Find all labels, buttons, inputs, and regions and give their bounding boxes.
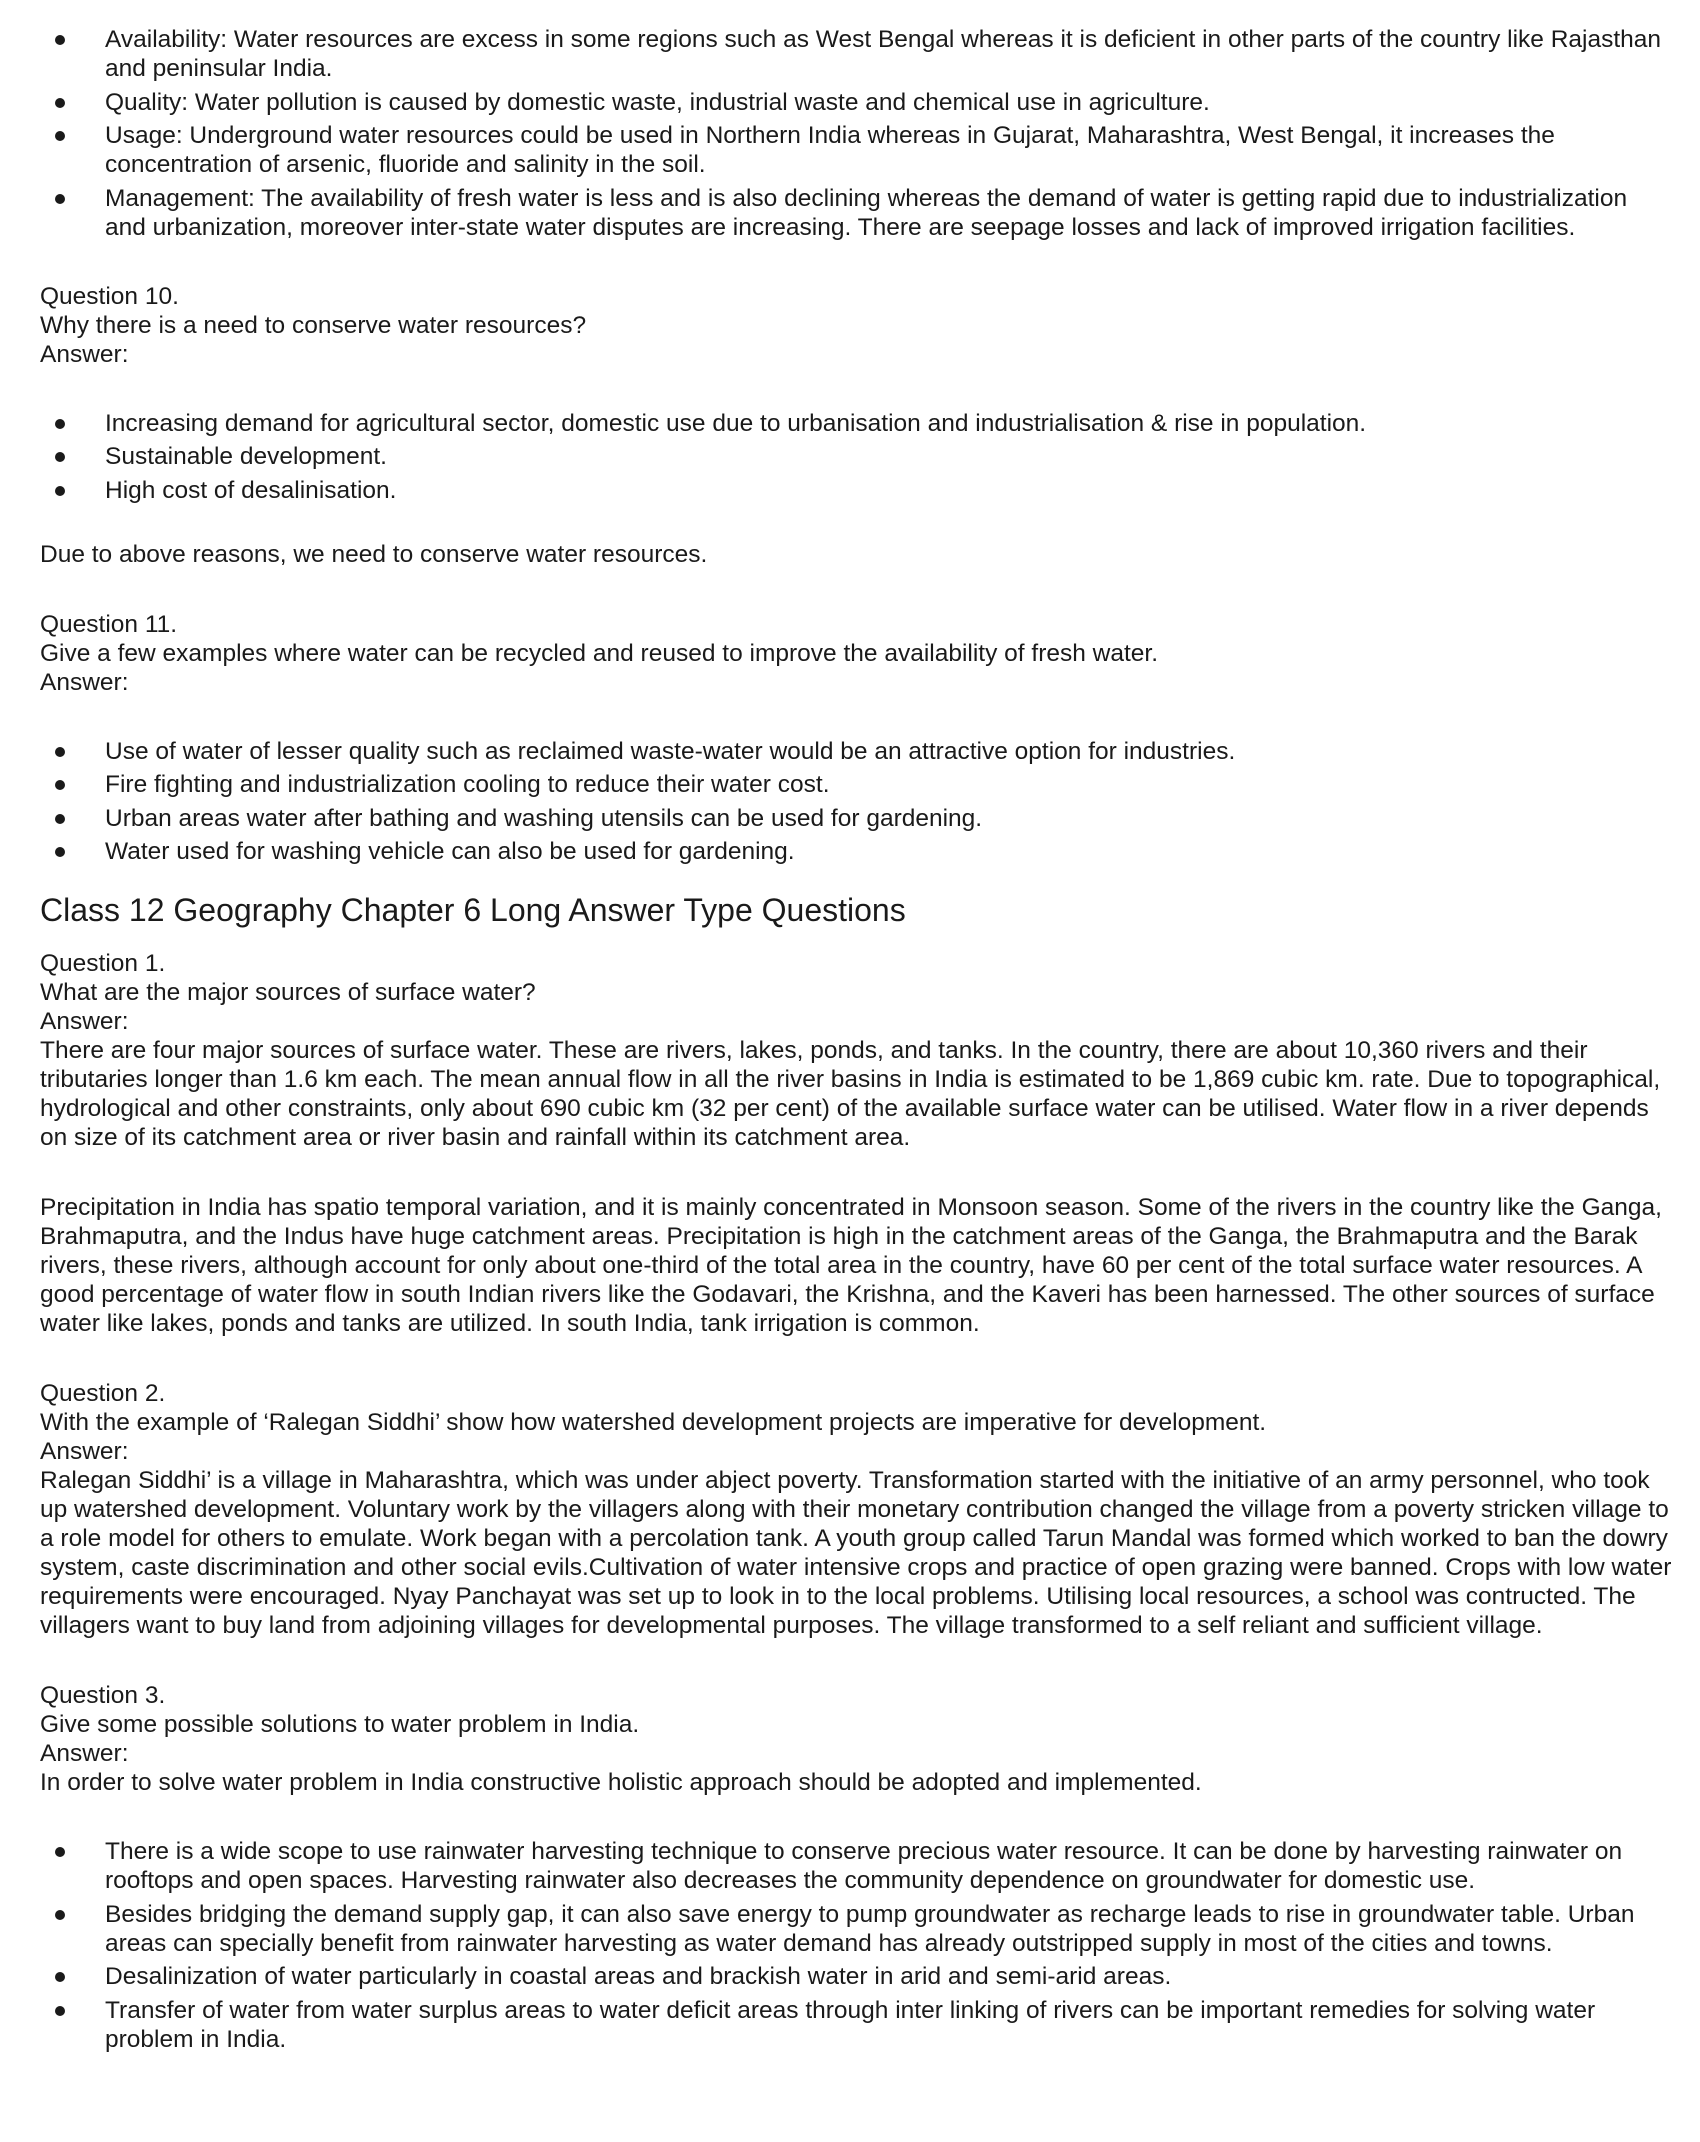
question-label: Question 2. — [40, 1380, 166, 1407]
question-11-block — [40, 610, 1672, 867]
answer-label: Answer: — [40, 1438, 129, 1465]
long-question-1-block — [40, 949, 1672, 1338]
list-item: Use of water of lesser quality such as reclaimed waste-water would be an attractive option for industries. — [40, 737, 1672, 766]
question-10-block — [40, 282, 1672, 569]
question-label: Question 10. — [40, 282, 179, 310]
answer-paragraph: Precipitation in India has spatio temporal variation, and it is mainly concentrated in Monsoon season. Some of the rivers in the country like the Ganga, Brahmaputra, and the Indus have huge catchment areas. Precipitation is high in the catchment areas of the Ganga, the Brahmaputra and the Barak rivers, these rivers, although account for only about one-third of the total area in the country, have 60 per cent of the total surface water resources. A good percentage of water flow in south Indian rivers like the Godavari, the Krishna, and the Kaveri has been harnessed. The other sources of surface water like lakes, ponds and tanks are utilized. In south India, tank irrigation is common. — [40, 1194, 1662, 1337]
answer-bullet-list — [40, 1837, 1672, 2054]
answer-label: Answer: — [40, 1008, 129, 1035]
answer-label: Answer: — [40, 668, 129, 696]
question-text: Why there is a need to conserve water resources? — [40, 311, 587, 339]
answer-label: Answer: — [40, 1740, 129, 1767]
list-item: Water used for washing vehicle can also be used for gardening. — [40, 837, 1672, 866]
answer-label: Answer: — [40, 340, 129, 368]
question-text: Give a few examples where water can be recycled and reused to improve the availability of fresh water. — [40, 639, 1159, 667]
question-label: Question 3. — [40, 1682, 166, 1709]
list-item: Besides bridging the demand supply gap, it can also save energy to pump groundwater as recharge leads to rise in groundwater table. Urban areas can specially benefit from rainwater harvesting as water demand has already outstripped supply in most of the cities and towns. — [40, 1900, 1672, 1958]
list-item: Management: The availability of fresh water is less and is also declining whereas the demand of water is getting rapid due to industrialization and urbanization, moreover inter-state water disputes are increasing. There are seepage losses and lack of improved irrigation facilities. — [40, 184, 1672, 242]
list-item: Fire fighting and industrialization cooling to reduce their water cost. — [40, 770, 1672, 799]
long-question-3-block — [40, 1681, 1672, 2054]
answer-paragraph: There are four major sources of surface water. These are rivers, lakes, ponds, and tanks. In the country, there are about 10,360 rivers and their tributaries longer than 1.6 km each. The mean annual flow in all the river basins in India is estimated to be 1,869 cubic km. rate. Due to topographical, hydrological and other constraints, only about 690 cubic km (32 per cent) of the available surface water can be utilised. Water flow in a river depends on size of its catchment area or river basin and rainfall within its catchment area. — [40, 1037, 1661, 1151]
list-item: Increasing demand for agricultural sector, domestic use due to urbanisation and industrialisation & rise in population. — [40, 409, 1672, 438]
document-page — [0, 25, 1700, 2142]
answer-bullet-list — [40, 409, 1672, 505]
list-item: There is a wide scope to use rainwater harvesting technique to conserve precious water resource. It can be done by harvesting rainwater on rooftops and open spaces. Harvesting rainwater also decreases the community dependence on groundwater for domestic use. — [40, 1837, 1672, 1895]
section-heading: Class 12 Geography Chapter 6 Long Answer Type Questions — [40, 892, 906, 928]
list-item: Availability: Water resources are excess in some regions such as West Bengal whereas it is deficient in other parts of the country like Rajasthan and peninsular India. — [40, 25, 1672, 83]
question-text: What are the major sources of surface water? — [40, 979, 536, 1006]
answer-intro: In order to solve water problem in India constructive holistic approach should be adopted and implemented. — [40, 1769, 1202, 1796]
list-item: Urban areas water after bathing and washing utensils can be used for gardening. — [40, 804, 1672, 833]
list-item: Quality: Water pollution is caused by domestic waste, industrial waste and chemical use in agriculture. — [40, 88, 1672, 117]
list-item: High cost of desalinisation. — [40, 476, 1672, 505]
list-item: Sustainable development. — [40, 442, 1672, 471]
question-text: Give some possible solutions to water problem in India. — [40, 1711, 640, 1738]
answer-bullet-list — [40, 737, 1672, 867]
intro-bullet-list — [40, 25, 1672, 242]
list-item: Desalinization of water particularly in coastal areas and brackish water in arid and semi-arid areas. — [40, 1962, 1672, 1991]
answer-paragraph: Ralegan Siddhi’ is a village in Maharashtra, which was under abject poverty. Transformation started with the initiative of an army personnel, who took up watershed development. Voluntary work by the villagers along with their monetary contribution changed the village from a poverty stricken village to a role model for others to emulate. Work began with a percolation tank. A youth group called Tarun Mandal was formed which worked to ban the dowry system, caste discrimination and other social evils.Cultivation of water intensive crops and practice of open grazing were banned. Crops with low water requirements were encouraged. Nyay Panchayat was set up to look in to the local problems. Utilising local resources, a school was contructed. The villagers want to buy land from adjoining villages for developmental purposes. The village transformed to a self reliant and sufficient village. — [40, 1467, 1672, 1639]
question-label: Question 11. — [40, 610, 178, 638]
question-label: Question 1. — [40, 950, 166, 977]
list-item: Transfer of water from water surplus areas to water deficit areas through inter linking of rivers can be important remedies for solving water problem in India. — [40, 1996, 1672, 2054]
answer-conclusion: Due to above reasons, we need to conserve water resources. — [40, 540, 708, 568]
long-question-2-block — [40, 1379, 1672, 1640]
list-item: Usage: Underground water resources could be used in Northern India whereas in Gujarat, Maharashtra, West Bengal, it increases the concentration of arsenic, fluoride and salinity in the soil. — [40, 121, 1672, 179]
question-text: With the example of ‘Ralegan Siddhi’ show how watershed development projects are imperative for development. — [40, 1409, 1267, 1436]
